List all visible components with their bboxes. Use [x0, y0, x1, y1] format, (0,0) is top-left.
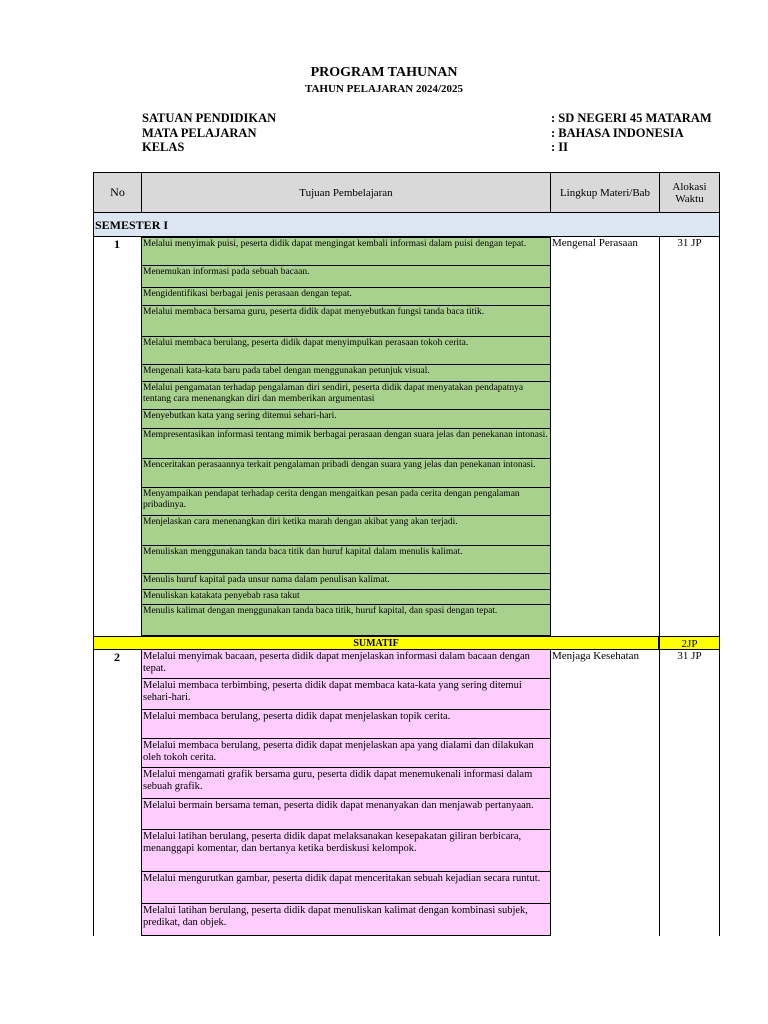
objective-cell: Menjelaskan cara menenangkan diri ketika marah dengan akibat yang akan terjadi. — [141, 516, 551, 546]
objective-cell: Melalui bermain bersama teman, peserta didik dapat menanyakan dan menjawab pertanyaan. — [141, 799, 551, 830]
info-values — [551, 111, 712, 155]
info-label-satuan: SATUAN PENDIDIKAN — [142, 111, 277, 125]
info-labels — [142, 111, 276, 155]
chapter-number: 2 — [114, 650, 120, 664]
objective-cell: Melalui membaca berulang, peserta didik dapat menjelaskan apa yang dialami dan dilakukan oleh tokoh cerita. — [141, 739, 551, 768]
objective-cell: Melalui membaca bersama guru, peserta didik dapat menyebutkan fungsi tanda baca titik. — [141, 306, 551, 337]
sumatif-label: SUMATIF — [93, 636, 659, 650]
objective-cell: Melalui menyimak bacaan, peserta didik dapat menjelaskan informasi dalam bacaan dengan tepat. — [141, 650, 551, 679]
header-alokasi: Alokasi Waktu — [659, 172, 720, 213]
info-label-kelas: KELAS — [142, 140, 185, 154]
table-border-left — [93, 172, 94, 936]
objective-cell: Mempresentasikan informasi tentang mimik berbagai perasaan dengan suara jelas dan penekanan intonasi. — [141, 429, 551, 459]
objective-cell: Melalui membaca berulang, peserta didik dapat menjelaskan topik cerita. — [141, 710, 551, 739]
objective-cell: Melalui latihan berulang, peserta didik dapat melaksanakan kesepakatan giliran berbicara, menanggapi komentar, dan bertanya ketika berdiskusi kelompok. — [141, 830, 551, 872]
chapter-scope: Mengenal Perasaan — [552, 237, 638, 249]
objective-cell: Melalui membaca berulang, peserta didik dapat menyimpulkan perasaan tokoh cerita. — [141, 337, 551, 365]
chapter-number: 1 — [114, 237, 120, 251]
header-tujuan: Tujuan Pembelajaran — [141, 172, 551, 213]
table-col-line-alokasi — [659, 237, 660, 936]
objective-cell: Melalui mengurutkan gambar, peserta didik dapat menceritakan sebuah kejadian secara runtut. — [141, 872, 551, 904]
info-value-mapel: : BAHASA INDONESIA — [551, 125, 684, 140]
info-value-satuan: : SD NEGERI 45 MATARAM — [551, 111, 712, 125]
chapter-scope: Menjaga Kesehatan — [552, 650, 640, 662]
objective-cell: Menceritakan perasaannya terkait pengalaman pribadi dengan suara yang jelas dan penekanan intonasi. — [141, 459, 551, 488]
document-title: PROGRAM TAHUNAN — [310, 65, 458, 80]
objective-cell: Melalui membaca terbimbing, peserta didik dapat membaca kata-kata yang sering ditemui sehari-hari. — [141, 679, 551, 710]
objective-cell: Menuliskan katakata penyebab rasa takut — [141, 590, 551, 605]
objective-cell: Menemukan informasi pada sebuah bacaan. — [141, 266, 551, 288]
objective-cell: Mengenali kata-kata baru pada tabel dengan menggunakan petunjuk visual. — [141, 365, 551, 382]
chapter-time-allocation: 31 JP — [677, 650, 702, 662]
header-lingkup: Lingkup Materi/Bab — [550, 172, 660, 213]
objective-cell: Mengidentifikasi berbagai jenis perasaan dengan tepat. — [141, 288, 551, 306]
info-value-kelas: : II — [551, 140, 569, 154]
objective-cell: Menulis huruf kapital pada unsur nama dalam penulisan kalimat. — [141, 574, 551, 590]
annual-program-table — [93, 172, 720, 936]
objective-cell: Melalui pengamatan terhadap pengalaman diri sendiri, peserta didik dapat menyatakan pendapatnya tentang cara menenangkan diri dan memberikan argumentasi — [141, 382, 551, 410]
chapter-time-allocation: 31 JP — [677, 237, 702, 249]
objective-cell: Melalui latihan berulang, peserta didik dapat menuliskan kalimat dengan kombinasi subjek, predikat, dan objek. — [141, 904, 551, 936]
objective-cell: Menuliskan menggunakan tanda baca titik dan huruf kapital dalam menulis kalimat. — [141, 546, 551, 574]
document-subtitle: TAHUN PELAJARAN 2024/2025 — [304, 83, 464, 95]
info-label-mapel: MATA PELAJARAN — [142, 125, 257, 140]
objective-cell: Melalui mengamati grafik bersama guru, peserta didik dapat menemukenali informasi dalam sebuah grafik. — [141, 768, 551, 799]
objective-cell: Melalui menyimak puisi, peserta didik dapat mengingat kembali informasi dalam puisi dengan tepat. — [141, 237, 551, 266]
header-no: No — [93, 172, 142, 213]
table-border-right — [719, 172, 720, 936]
semester-label: SEMESTER I — [93, 213, 720, 237]
sumatif-time-allocation: 2JP — [659, 636, 720, 650]
objective-cell: Menyebutkan kata yang sering ditemui sehari-hari. — [141, 410, 551, 429]
objective-cell: Menyampaikan pendapat terhadap cerita dengan mengaitkan pesan pada cerita dengan pengalaman pribadinya. — [141, 488, 551, 516]
objective-cell: Menulis kalimat dengan menggunakan tanda baca titik, huruf kapital, dan spasi dengan tepat. — [141, 605, 551, 636]
